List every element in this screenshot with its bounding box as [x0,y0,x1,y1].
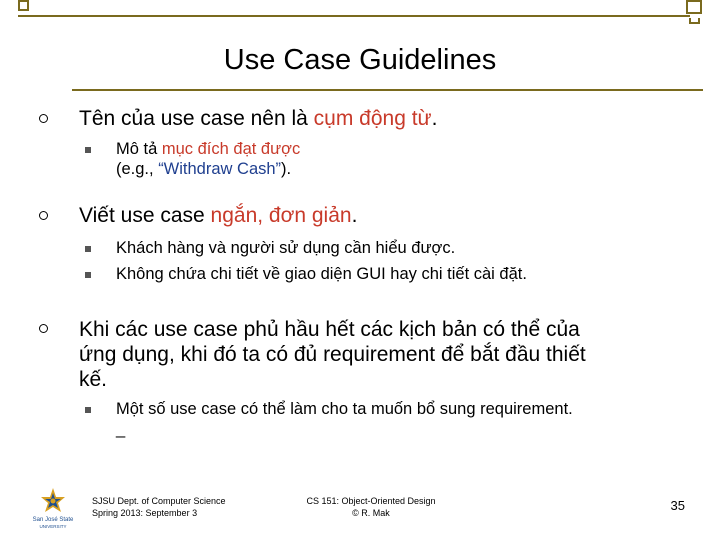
bullet-3-text: Khi các use case phủ hầu hết các kịch bản có thể của ứng dụng, khi đó ta có đủ requirement để bắt đầu thiết kế. [79,318,586,391]
sub-bullet-icon [85,272,91,278]
page-number: 35 [670,498,685,513]
bullet-3-sub-1: Một số use case có thể làm cho ta muốn bổ sung requirement. _ [116,400,573,438]
svg-text:UNIVERSITY: UNIVERSITY [39,524,67,529]
top-right-square [686,0,702,14]
bullet-1-text: Tên của use case nên là cụm động từ. [79,107,438,130]
top-rule [18,15,690,17]
bullet-icon [39,324,48,333]
footer-course-name: CS 151: Object-Oriented Design [306,496,436,506]
footer-date: Spring 2013: September 3 [92,508,198,518]
sub-bullet-icon [85,147,91,153]
bullet-1-sub-1: Mô tả mục đích đạt được (e.g., “Withdraw Cash”). [116,140,301,178]
top-right-small-square [689,18,700,24]
footer-dept: SJSU Dept. of Computer Science [92,496,226,506]
footer-course-info [92,495,226,519]
svg-text:San José State: San José State [32,517,74,523]
university-logo [30,485,76,529]
bullet-icon [39,211,48,220]
top-decoration [18,0,703,22]
slide-title: Use Case Guidelines [223,44,497,76]
bullet-2-sub-1: Khách hàng và người sử dụng cần hiểu được. [116,239,456,257]
footer-author: © R. Mak [352,508,390,518]
sub-bullet-icon [85,407,91,413]
bullet-icon [39,114,48,123]
bullet-2-text: Viết use case ngắn, đơn giản. [79,204,358,227]
title-divider [72,89,703,91]
footer-course-title [296,495,446,519]
bullet-2-sub-2: Không chứa chi tiết về giao diện GUI hay chi tiết cài đặt. [116,265,527,283]
top-left-square [18,0,29,11]
sub-bullet-icon [85,246,91,252]
